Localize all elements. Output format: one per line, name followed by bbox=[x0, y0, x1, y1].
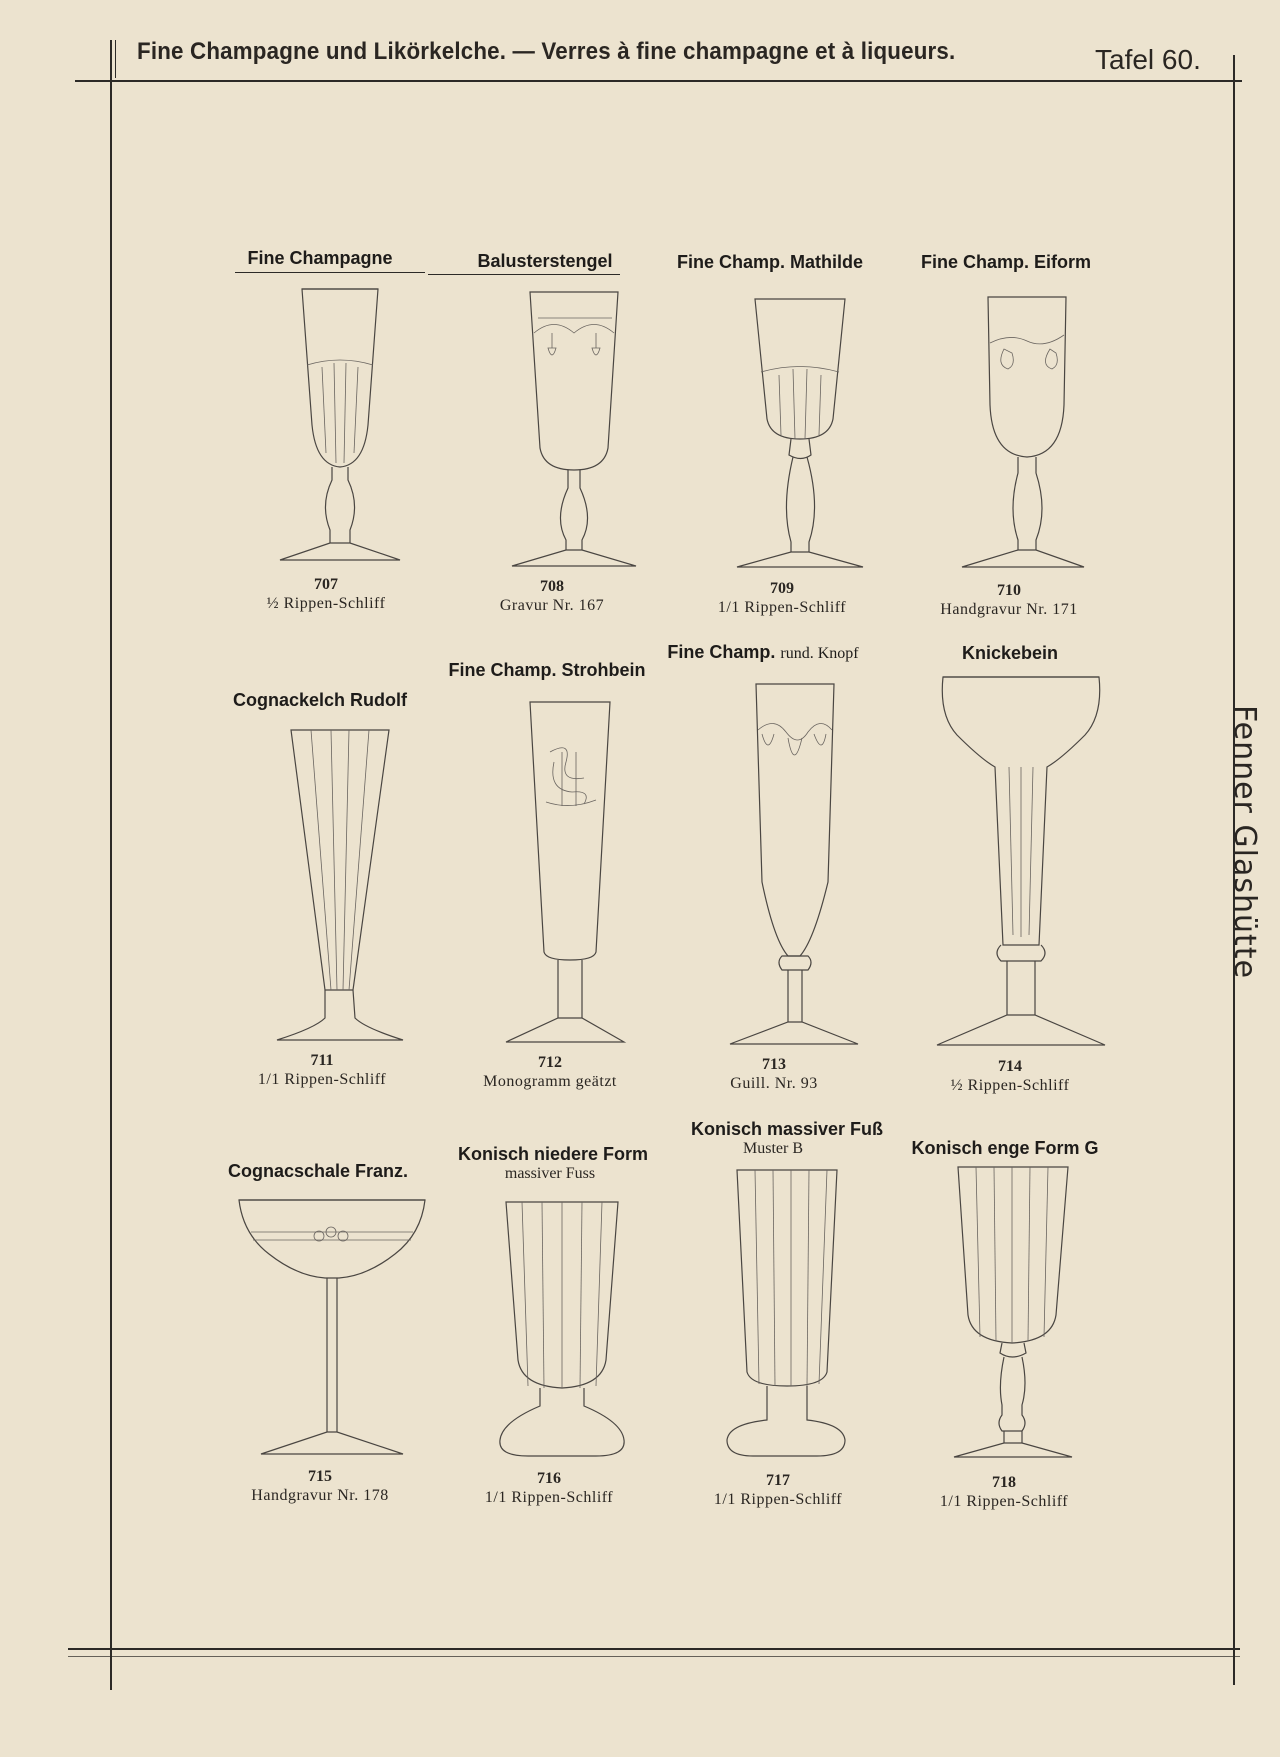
caption-713 bbox=[730, 1056, 817, 1093]
glass-718-drawing bbox=[950, 1165, 1080, 1460]
item-desc-713: Guill. Nr. 93 bbox=[730, 1075, 818, 1092]
top-rule bbox=[75, 80, 1242, 82]
heading-underline-2 bbox=[428, 274, 620, 275]
caption-715 bbox=[251, 1468, 388, 1505]
item-number-714: 714 bbox=[998, 1058, 1022, 1075]
item-desc-718: 1/1 Rippen-Schliff bbox=[939, 1493, 1069, 1510]
item-number-709: 709 bbox=[770, 580, 794, 597]
caption-716 bbox=[485, 1470, 613, 1507]
item-desc-717: 1/1 Rippen-Schliff bbox=[713, 1491, 843, 1508]
side-brand: Fenner Glashütte bbox=[1227, 705, 1262, 980]
glass-717-drawing bbox=[723, 1168, 843, 1458]
heading-massiver: Konisch massiver Fuß bbox=[690, 1119, 884, 1139]
heading-underline-1 bbox=[235, 272, 425, 273]
item-number-711: 711 bbox=[310, 1052, 334, 1069]
heading-strohbein: Fine Champ. Strohbein bbox=[448, 660, 646, 680]
bottom-rule bbox=[68, 1648, 1240, 1650]
glass-713-drawing bbox=[728, 682, 858, 1047]
heading-massiver-sub: Muster B bbox=[743, 1140, 803, 1157]
caption-707 bbox=[267, 576, 386, 613]
glass-710-drawing bbox=[960, 295, 1090, 570]
heading-eiform: Fine Champ. Eiform bbox=[920, 252, 1092, 272]
heading-niedere: Konisch niedere Form bbox=[457, 1144, 649, 1164]
item-desc-707: ½ Rippen-Schliff bbox=[266, 595, 386, 612]
heading-franz: Cognacschale Franz. bbox=[227, 1161, 409, 1181]
item-desc-716: 1/1 Rippen-Schliff bbox=[484, 1489, 614, 1506]
caption-709 bbox=[718, 580, 846, 617]
glass-714-drawing bbox=[935, 675, 1110, 1050]
item-desc-710: Handgravur Nr. 171 bbox=[940, 601, 1078, 618]
plate-number: Tafel 60. bbox=[1095, 44, 1201, 75]
glass-711-drawing bbox=[275, 728, 405, 1046]
glass-709-drawing bbox=[733, 297, 863, 569]
item-number-718: 718 bbox=[992, 1474, 1016, 1491]
item-desc-715: Handgravur Nr. 178 bbox=[251, 1487, 389, 1504]
heading-fine-champagne: Fine Champagne bbox=[247, 248, 393, 268]
item-number-712: 712 bbox=[538, 1054, 562, 1071]
page-title: Fine Champagne und Likörkelche. — Verres à fine champagne et à liqueurs. bbox=[137, 38, 956, 65]
caption-712 bbox=[483, 1054, 617, 1091]
heading-rund-knopf-normal: rund. Knopf bbox=[780, 645, 859, 662]
glass-716-drawing bbox=[498, 1200, 628, 1458]
item-number-710: 710 bbox=[996, 582, 1021, 599]
left-border-rule bbox=[110, 40, 112, 1690]
item-number-708: 708 bbox=[540, 578, 564, 595]
heading-niedere-sub: massiver Fuss bbox=[504, 1165, 596, 1182]
item-desc-709: 1/1 Rippen-Schliff bbox=[717, 599, 847, 616]
heading-rund-knopf-bold: Fine Champ. bbox=[667, 642, 776, 662]
glass-712-drawing bbox=[500, 700, 630, 1045]
heading-rudolf: Cognackelch Rudolf bbox=[232, 690, 408, 710]
item-number-715: 715 bbox=[307, 1468, 332, 1485]
heading-knickebein: Knickebein bbox=[961, 643, 1059, 663]
heading-rund-knopf bbox=[667, 642, 858, 663]
caption-711 bbox=[258, 1052, 386, 1089]
item-desc-714: ½ Rippen-Schliff bbox=[950, 1077, 1070, 1094]
glass-708-drawing bbox=[508, 288, 638, 568]
caption-717 bbox=[714, 1472, 842, 1509]
bottom-rule-thin bbox=[68, 1656, 1240, 1657]
glass-715-drawing bbox=[235, 1196, 430, 1456]
caption-710 bbox=[940, 582, 1077, 619]
heading-mathilde: Fine Champ. Mathilde bbox=[676, 252, 864, 272]
item-number-717: 717 bbox=[766, 1472, 790, 1489]
heading-balusterstengel: Balusterstengel bbox=[477, 251, 613, 271]
item-desc-708: Gravur Nr. 167 bbox=[499, 597, 605, 614]
item-desc-712: Monogramm geätzt bbox=[483, 1073, 617, 1090]
glass-707-drawing bbox=[270, 285, 400, 565]
item-desc-711: 1/1 Rippen-Schliff bbox=[257, 1071, 387, 1088]
caption-714 bbox=[951, 1058, 1070, 1095]
item-number-713: 713 bbox=[761, 1056, 786, 1073]
caption-718 bbox=[940, 1474, 1068, 1511]
heading-enge: Konisch enge Form G bbox=[911, 1138, 1099, 1158]
title-divider bbox=[115, 40, 116, 78]
item-number-716: 716 bbox=[537, 1470, 561, 1487]
item-number-707: 707 bbox=[314, 576, 338, 593]
caption-708 bbox=[500, 578, 604, 615]
